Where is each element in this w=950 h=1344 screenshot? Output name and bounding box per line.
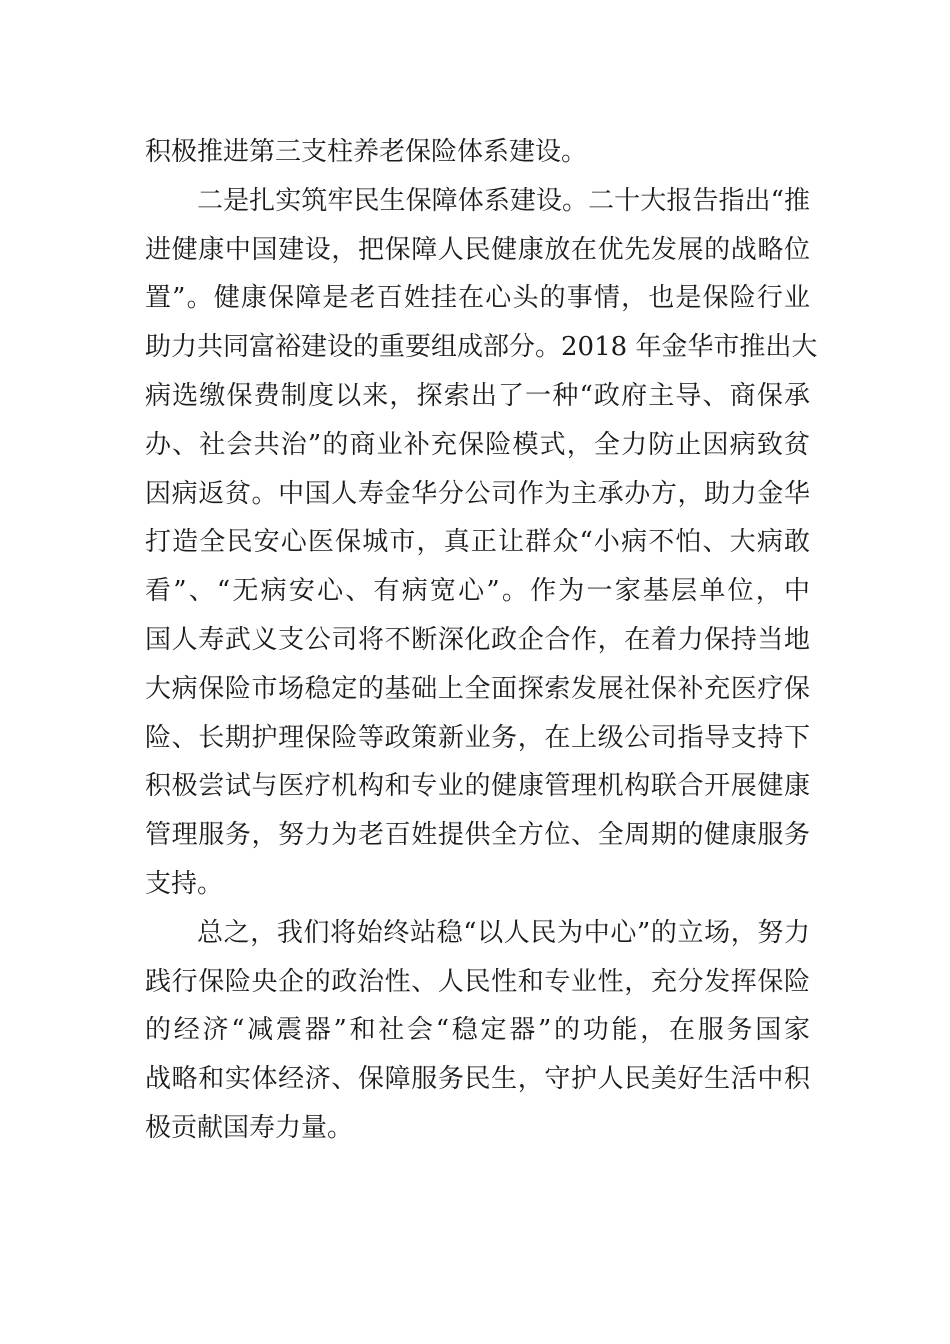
paragraph-line: 打造全民安心医保城市，真正让群众“小病不怕、大病敢 bbox=[145, 527, 810, 558]
paragraph-line: 管理服务，努力为老百姓提供全方位、全周期的健康服务 bbox=[145, 820, 810, 851]
paragraph-line: 看”、“无病安心、有病宽心”。作为一家基层单位，中 bbox=[145, 576, 810, 607]
paragraph-3 bbox=[145, 909, 810, 1153]
paragraph-line: 进健康中国建设，把保障人民健康放在优先发展的战略位 bbox=[145, 234, 810, 265]
paragraph-line: 二是扎实筑牢民生保障体系建设。二十大报告指出“推 bbox=[197, 185, 810, 216]
paragraph-line: 险、长期护理保险等政策新业务，在上级公司指导支持下 bbox=[145, 722, 810, 753]
paragraph-line: 积极尝试与医疗机构和专业的健康管理机构联合开展健康 bbox=[145, 771, 810, 802]
paragraph-line: 国人寿武义支公司将不断深化政企合作，在着力保持当地 bbox=[145, 624, 810, 655]
paragraph-line: 战略和实体经济、保障服务民生，守护人民美好生活中积 bbox=[145, 1064, 810, 1095]
paragraph-line: 极贡献国寿力量。 bbox=[145, 1112, 354, 1143]
paragraph-line: 办、社会共治”的商业补充保险模式，全力防止因病致贫 bbox=[145, 429, 810, 460]
paragraph-line: 积极推进第三支柱养老保险体系建设。 bbox=[145, 137, 588, 167]
paragraph-line: 总之，我们将始终站稳“以人民为中心”的立场，努力 bbox=[197, 917, 810, 948]
paragraph-line: 的经济“减震器”和社会“稳定器”的功能，在服务国家 bbox=[145, 1015, 810, 1046]
body-text bbox=[145, 128, 818, 1153]
paragraph-2 bbox=[145, 177, 818, 909]
paragraph-line: 助力共同富裕建设的重要组成部分。2018 年金华市推出大 bbox=[145, 332, 818, 363]
paragraph-line: 因病返贫。中国人寿金华分公司作为主承办方，助力金华 bbox=[145, 478, 810, 509]
paragraph-line: 践行保险央企的政治性、人民性和专业性，充分发挥保险 bbox=[145, 966, 810, 997]
paragraph-1 bbox=[145, 128, 810, 177]
paragraph-line: 大病保险市场稳定的基础上全面探索发展社保补充医疗保 bbox=[145, 673, 810, 704]
paragraph-line: 置”。健康保障是老百姓挂在心头的事情，也是保险行业 bbox=[145, 283, 810, 314]
paragraph-line: 支持。 bbox=[145, 868, 224, 899]
paragraph-line: 病选缴保费制度以来，探索出了一种“政府主导、商保承 bbox=[145, 380, 810, 411]
